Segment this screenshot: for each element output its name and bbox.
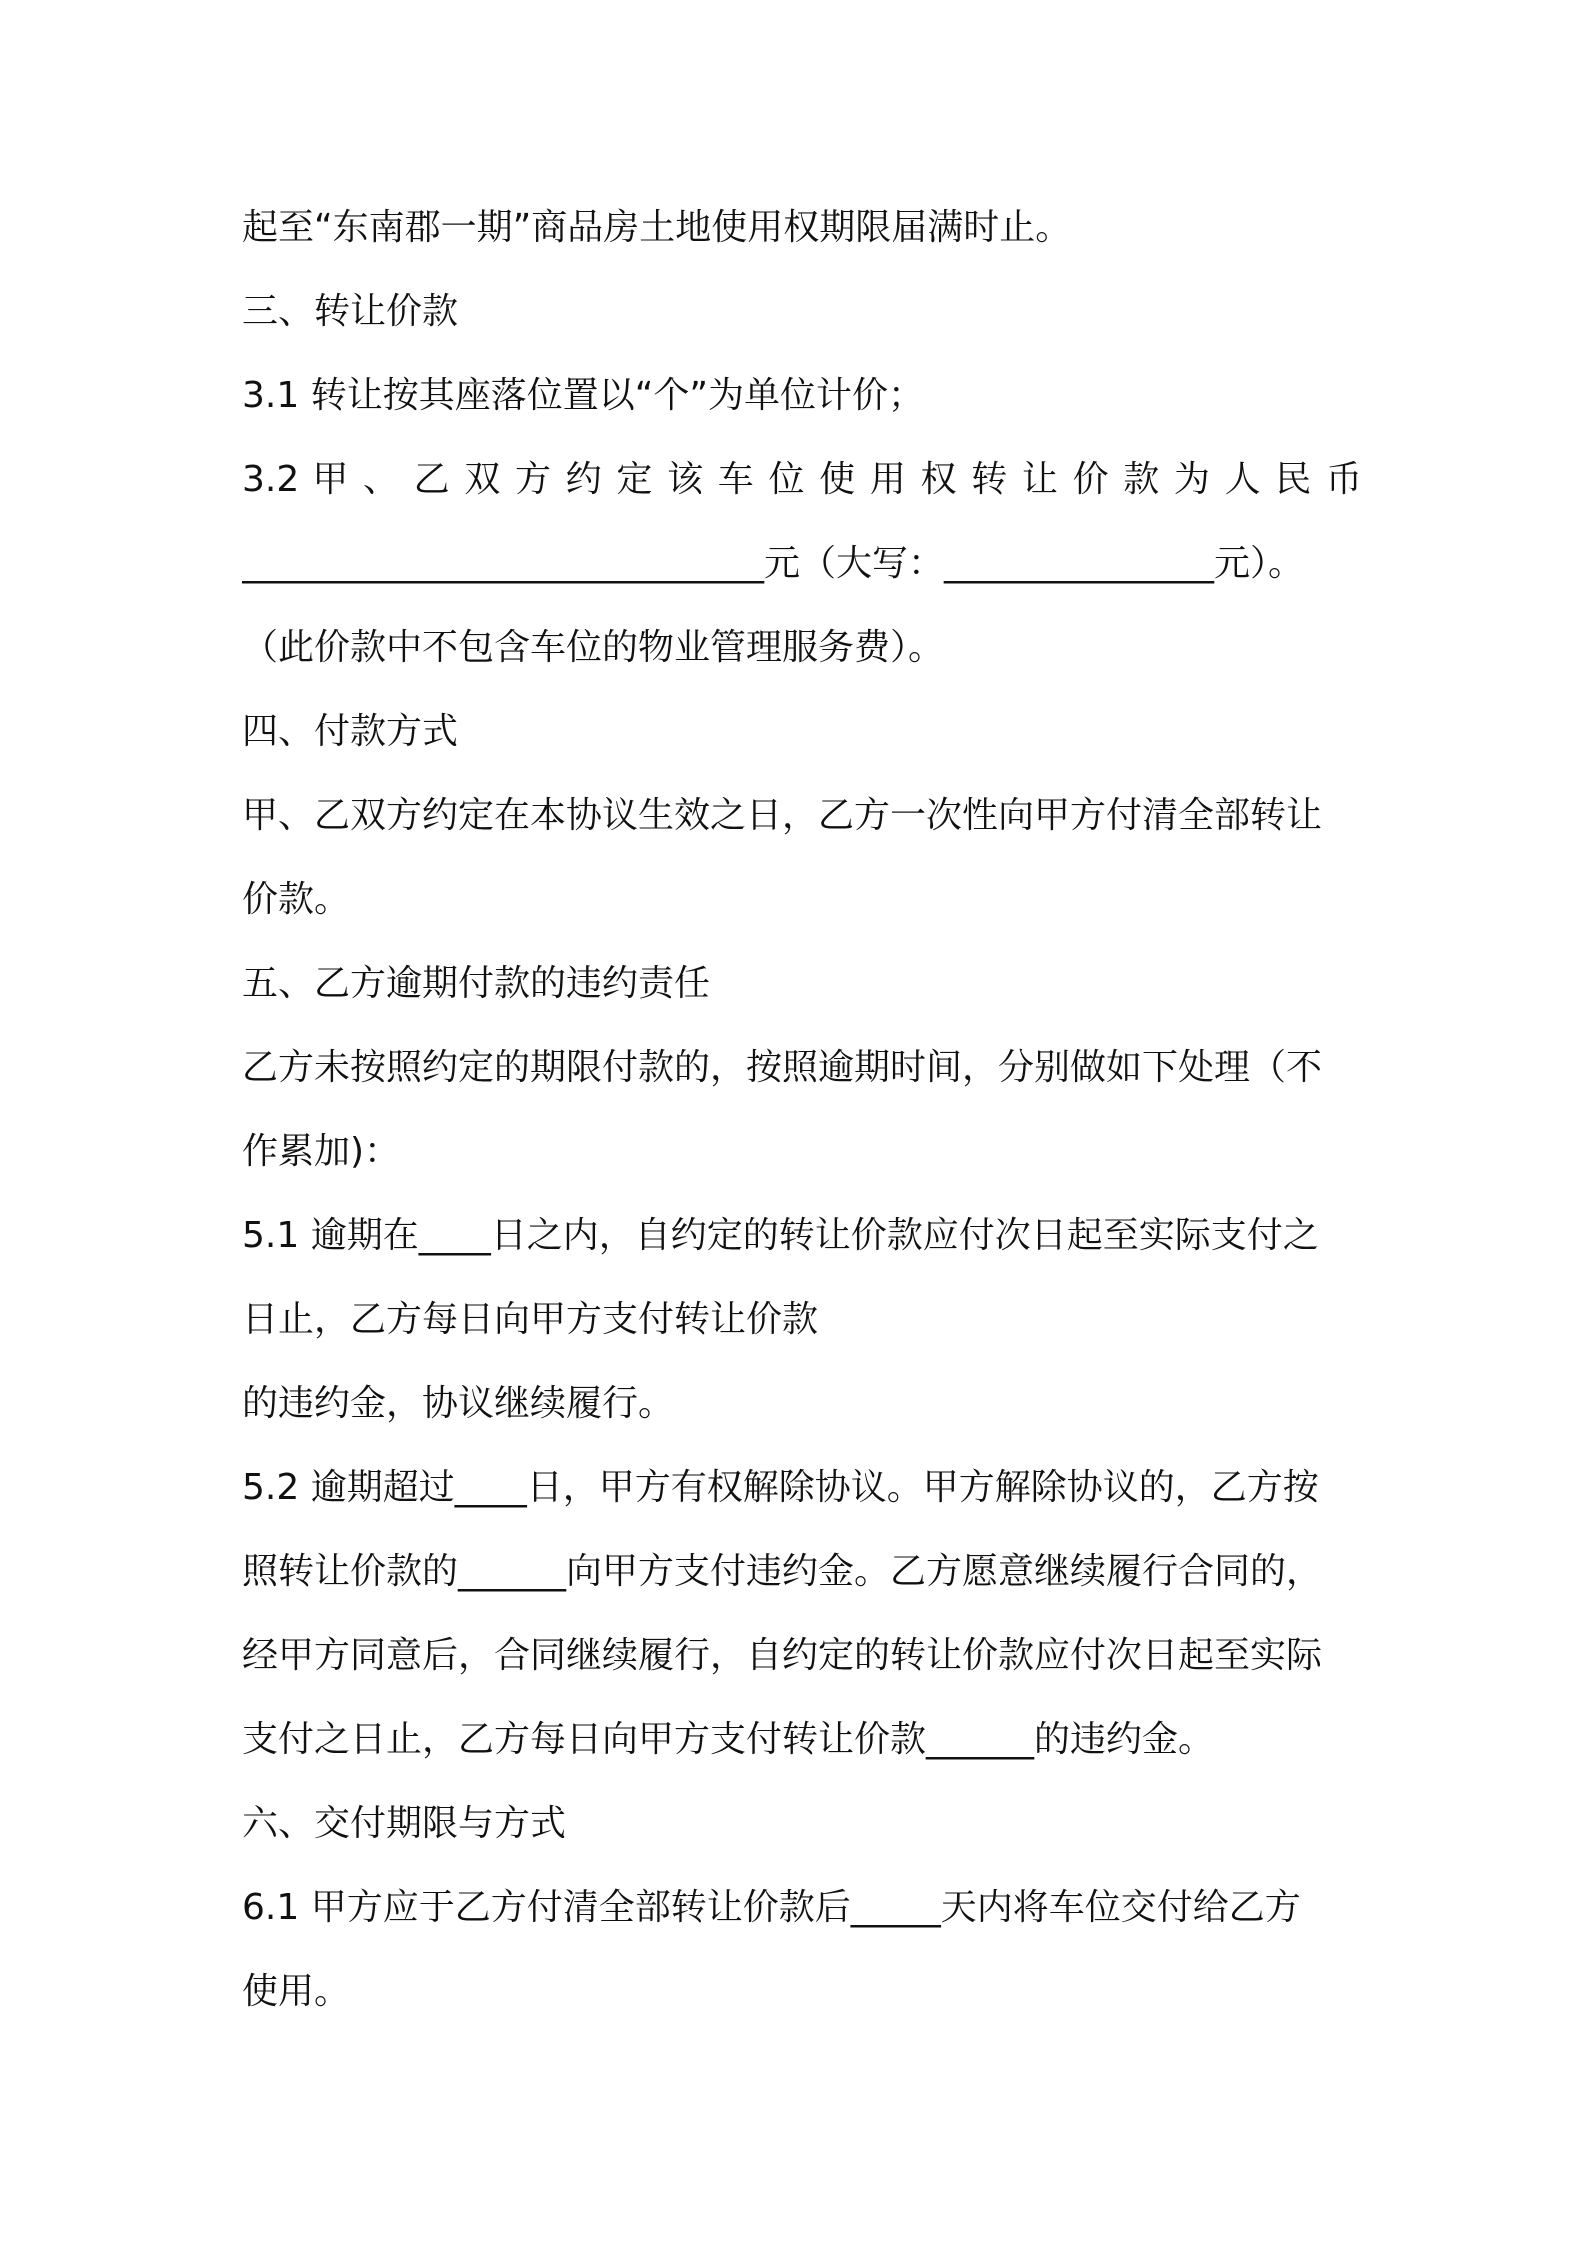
clause-3-1: 3.1 转让按其座落位置以“个”为单位计价； bbox=[242, 375, 924, 416]
clause-3-2: 3.2 甲 、 乙 双 方 约 定 该 车 位 使 用 权 转 让 价 款 为 人 民 币 bbox=[242, 459, 1362, 500]
section-heading-6: 六、交付期限与方式 bbox=[242, 1803, 567, 1844]
paragraph-line: 起至“东南郡一期”商品房土地使用权期限届满时止。 bbox=[242, 207, 1072, 248]
clause-6-1: 6.1 甲方应于乙方付清全部转让价款后_____天内将车位交付给乙方 bbox=[242, 1887, 1301, 1928]
price-blank-line: _____________________________元（大写：_______________元）。 bbox=[242, 543, 1305, 584]
section-heading-5: 五、乙方逾期付款的违约责任 bbox=[242, 963, 711, 1004]
section-heading-4: 四、付款方式 bbox=[242, 711, 459, 752]
paragraph-line: 甲、乙双方约定在本协议生效之日，乙方一次性向甲方付清全部转让 bbox=[242, 795, 1323, 836]
paragraph-line: 乙方未按照约定的期限付款的，按照逾期时间，分别做如下处理（不 bbox=[242, 1047, 1323, 1088]
paragraph-line: 的违约金，协议继续履行。 bbox=[242, 1383, 675, 1424]
paragraph-line: 支付之日止，乙方每日向甲方支付转让价款______的违约金。 bbox=[242, 1719, 1215, 1760]
section-heading-3: 三、转让价款 bbox=[242, 291, 459, 332]
paragraph-line: 使用。 bbox=[242, 1971, 351, 2012]
clause-5-2: 5.2 逾期超过____日，甲方有权解除协议。甲方解除协议的，乙方按 bbox=[242, 1467, 1319, 1508]
paragraph-line: 照转让价款的______向甲方支付违约金。乙方愿意继续履行合同的， bbox=[242, 1551, 1323, 1592]
clause-5-1: 5.1 逾期在____日之内，自约定的转让价款应付次日起至实际支付之 bbox=[242, 1215, 1319, 1256]
paragraph-line: （此价款中不包含车位的物业管理服务费）。 bbox=[242, 627, 945, 668]
paragraph-line: 作累加)： bbox=[242, 1131, 401, 1172]
paragraph-line: 价款。 bbox=[242, 879, 351, 920]
paragraph-line: 经甲方同意后，合同继续履行，自约定的转让价款应付次日起至实际 bbox=[242, 1635, 1323, 1676]
paragraph-line: 日止，乙方每日向甲方支付转让价款 bbox=[242, 1299, 819, 1340]
